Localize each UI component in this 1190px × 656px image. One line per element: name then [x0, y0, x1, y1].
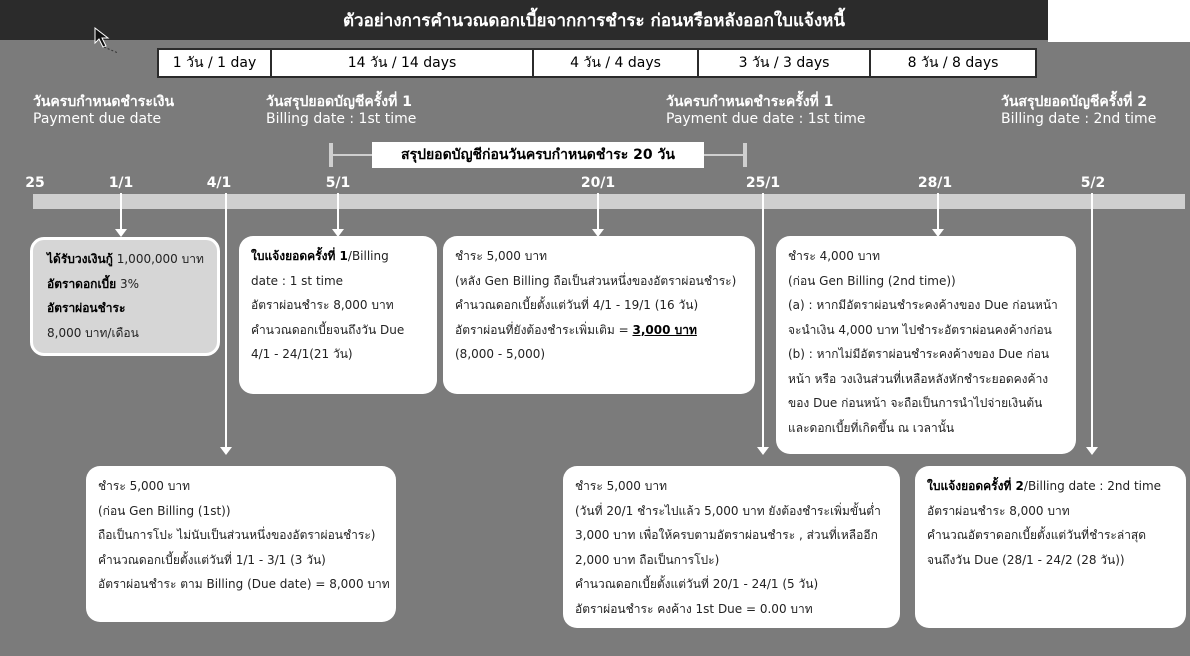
info-box-payment-4-1 — [86, 466, 396, 622]
box-line: จะนำเงิน 4,000 บาท ไปชำระอัตราผ่อนคงค้างก่อน — [788, 322, 1052, 337]
box-line: (8,000 - 5,000) — [455, 347, 546, 361]
tick-label: 25 — [25, 175, 45, 191]
box-line: 4/1 - 24/1(21 วัน) — [251, 347, 353, 361]
title-bar — [0, 0, 1048, 40]
box-line: ชำระ 5,000 บาท — [98, 479, 191, 493]
box-line: ชำระ 4,000 บาท — [788, 249, 881, 263]
arrow-down-icon — [762, 193, 764, 448]
arrow-down-icon — [120, 193, 122, 230]
page-title: ตัวอย่างการคำนวณดอกเบี้ยจากการชำระ ก่อนหรือหลังออกใบแจ้งหนี้ — [342, 10, 845, 31]
box-line: อัตราผ่อนที่ยังต้องชำระเพิ่มเติม = 3,000 บาท — [455, 322, 697, 337]
duration-cell: 8 วัน / 8 days — [907, 55, 999, 71]
box-line: ถือเป็นการโปะ ไม่นับเป็นส่วนหนึ่งของอัตราผ่อนชำระ) — [98, 528, 376, 542]
duration-cell: 1 วัน / 1 day — [159, 50, 272, 76]
header-billing-2nd — [1001, 94, 1156, 128]
tick-label: 4/1 — [206, 175, 232, 191]
timeline-bar — [33, 194, 1185, 209]
info-box-billing-1st — [239, 236, 437, 394]
box-line: คำนวณดอกเบี้ยตั้งแต่วันที่ 1/1 - 3/1 (3 วัน) — [98, 552, 326, 567]
duration-row — [157, 48, 1037, 78]
box-line: อัตราผ่อนชำระ คงค้าง 1st Due = 0.00 บาท — [575, 601, 813, 616]
box-line: อัตราผ่อนชำระ — [47, 301, 126, 315]
box-line: date : 1 st time — [251, 273, 344, 288]
box-line: (วันที่ 20/1 ชำระไปแล้ว 5,000 บาท ยังต้องชำระเพิ่มขั้นต่ำ — [575, 503, 881, 518]
arrow-down-icon — [937, 193, 939, 230]
header-english: Payment due date — [33, 111, 162, 127]
header-thai: วันครบกำหนดชำระครั้งที่ 1 — [666, 94, 834, 110]
box-line: จนถึงวัน Due (28/1 - 24/2 (28 วัน)) — [927, 552, 1125, 567]
box-line: คำนวณดอกเบี้ยตั้งแต่วันที่ 4/1 - 19/1 (16 วัน) — [455, 298, 699, 312]
info-box-payment-25-1 — [563, 466, 900, 628]
info-box-payment-28-1 — [776, 236, 1076, 454]
header-english: Billing date : 2nd time — [1001, 111, 1157, 127]
box-line: (b) : หากไม่มีอัตราผ่อนชำระคงค้างของ Due ก่อน — [788, 347, 1050, 361]
duration-cell: 14 วัน / 14 days — [272, 50, 534, 76]
box-line: ชำระ 5,000 บาท — [455, 249, 548, 263]
box-line: และดอกเบี้ยที่เกิดขึ้น ณ เวลานั้น — [788, 420, 955, 435]
arrow-down-icon — [1091, 193, 1093, 448]
header-english: Billing date : 1st time — [266, 111, 417, 127]
box-line: คำนวณดอกเบี้ยตั้งแต่วันที่ 20/1 - 24/1 (5 วัน) — [575, 577, 819, 591]
box-line: (ก่อน Gen Billing (2nd time)) — [788, 273, 956, 288]
bracket-right-end — [743, 143, 747, 167]
box-line: ได้รับวงเงินกู้ 1,000,000 บาท — [47, 252, 204, 266]
box-line: 2,000 บาท ถือเป็นการโปะ) — [575, 552, 720, 567]
header-thai: วันครบกำหนดชำระเงิน — [33, 94, 175, 110]
box-line: ใบแจ้งยอดครั้งที่ 2/Billing date : 2nd time — [927, 479, 1162, 493]
tick-label: 5/1 — [325, 175, 351, 191]
info-box-loan — [30, 237, 220, 356]
box-line: อัตราดอกเบี้ย 3% — [47, 276, 140, 291]
header-billing-1st — [266, 94, 416, 128]
box-line: คำนวณดอกเบี้ยจนถึงวัน Due — [251, 322, 405, 337]
info-box-payment-20-1 — [443, 236, 755, 394]
title-corner — [1048, 0, 1190, 42]
header-payment-due-1st — [666, 94, 866, 128]
tick-label: 28/1 — [917, 175, 953, 191]
box-line: ชำระ 5,000 บาท — [575, 479, 668, 493]
mouse-cursor-icon — [94, 27, 120, 55]
box-line: อัตราผ่อนชำระ ตาม Billing (Due date) = 8,000 บาท — [98, 577, 390, 591]
arrow-down-icon — [597, 193, 599, 230]
duration-cell: 4 วัน / 4 days — [534, 50, 699, 76]
box-line: ของ Due ก่อนหน้า จะถือเป็นการนำไปจ่ายเงินต้น — [788, 396, 1043, 410]
header-payment-due — [33, 94, 174, 128]
box-line: (หลัง Gen Billing ถือเป็นส่วนหนึ่งของอัตราผ่อนชำระ) — [455, 273, 737, 288]
box-line: 8,000 บาท/เดือน — [47, 325, 139, 340]
header-thai: วันสรุปยอดบัญชีครั้งที่ 1 — [266, 94, 412, 110]
tick-label: 25/1 — [745, 175, 781, 191]
tick-label: 5/2 — [1080, 175, 1106, 191]
bracket-label: สรุปยอดบัญชีก่อนวันครบกำหนดชำระ 20 วัน — [372, 142, 704, 168]
arrow-down-icon — [225, 193, 227, 448]
box-line: ใบแจ้งยอดครั้งที่ 1/Billing — [251, 249, 389, 263]
box-line: อัตราผ่อนชำระ 8,000 บาท — [251, 298, 394, 312]
tick-label: 20/1 — [580, 175, 616, 191]
header-thai: วันสรุปยอดบัญชีครั้งที่ 2 — [1001, 94, 1147, 110]
box-line: (ก่อน Gen Billing (1st)) — [98, 503, 231, 518]
box-line: อัตราผ่อนชำระ 8,000 บาท — [927, 503, 1070, 518]
box-line: คำนวณอัตราดอกเบี้ยตั้งแต่วันที่ชำระล่าสุด — [927, 528, 1147, 542]
arrow-down-icon — [337, 193, 339, 230]
bracket-left-end — [329, 143, 333, 167]
info-box-billing-2nd — [915, 466, 1186, 628]
box-line: หน้า หรือ วงเงินส่วนที่เหลือหลังหักชำระยอดคงค้าง — [788, 371, 1049, 386]
duration-cell: 3 วัน / 3 days — [699, 50, 871, 76]
header-english: Payment due date : 1st time — [666, 111, 866, 127]
box-line: (a) : หากมีอัตราผ่อนชำระคงค้างของ Due ก่อนหน้า — [788, 298, 1058, 312]
box-line: 3,000 บาท เพื่อให้ครบตามอัตราผ่อนชำระ , ส่วนที่เหลืออีก — [575, 528, 878, 542]
tick-label: 1/1 — [108, 175, 134, 191]
